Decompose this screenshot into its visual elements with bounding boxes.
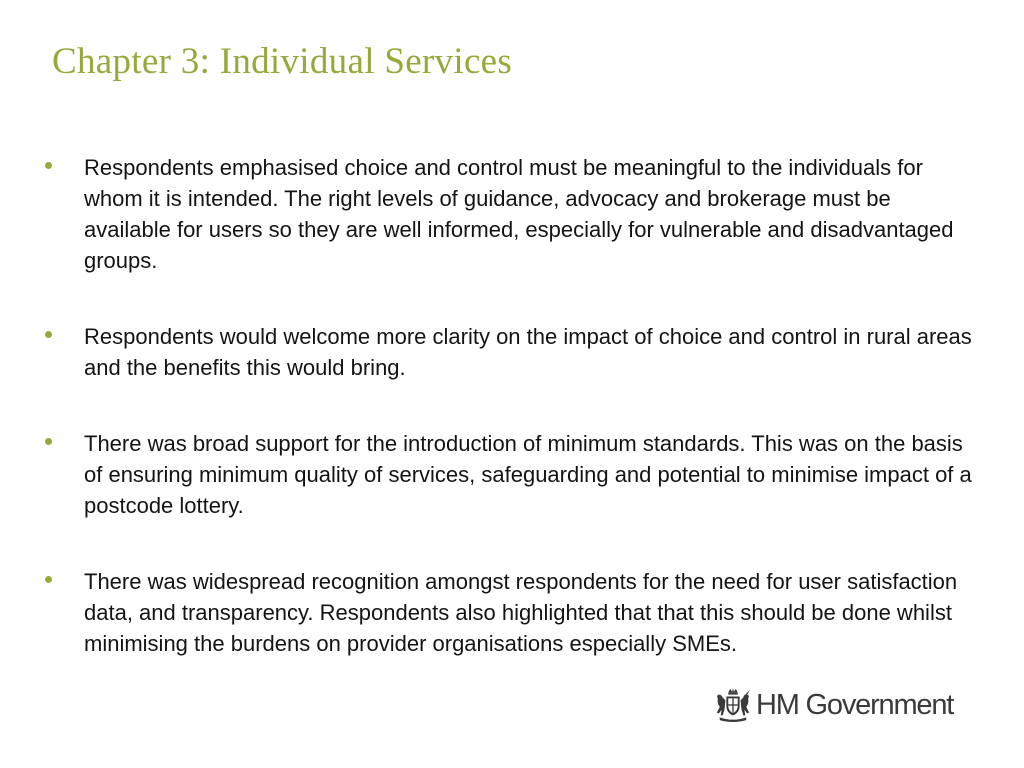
- logo-text: HM Government: [756, 688, 954, 721]
- bullet-dot-icon: [45, 576, 52, 583]
- bullet-dot-icon: [45, 438, 52, 445]
- bullet-text: Respondents emphasised choice and control must be meaningful to the individuals for whom it is intended. The right levels of guidance, advocacy and brokerage must be available for users so they are well informed, especially for vulnerable and disadvantaged groups.: [84, 155, 954, 273]
- bullet-text: There was broad support for the introduction of minimum standards. This was on the basis of ensuring minimum quality of services, safeguarding and potential to minimise impact of a postcode lottery.: [84, 431, 972, 518]
- hm-government-logo: [714, 686, 953, 724]
- bullet-text: There was widespread recognition amongst respondents for the need for user satisfaction data, and transparency. Respondents also highlighted that that this should be done whilst minimising the burdens on provider organisations especially SMEs.: [84, 569, 958, 656]
- bullet-dot-icon: [45, 331, 52, 338]
- bullet-dot-icon: [45, 162, 52, 169]
- royal-crest-icon: [714, 687, 752, 723]
- bullet-text: Respondents would welcome more clarity on the impact of choice and control in rural areas and the benefits this would bring.: [84, 324, 972, 380]
- slide-title: Chapter 3: Individual Services: [52, 41, 513, 82]
